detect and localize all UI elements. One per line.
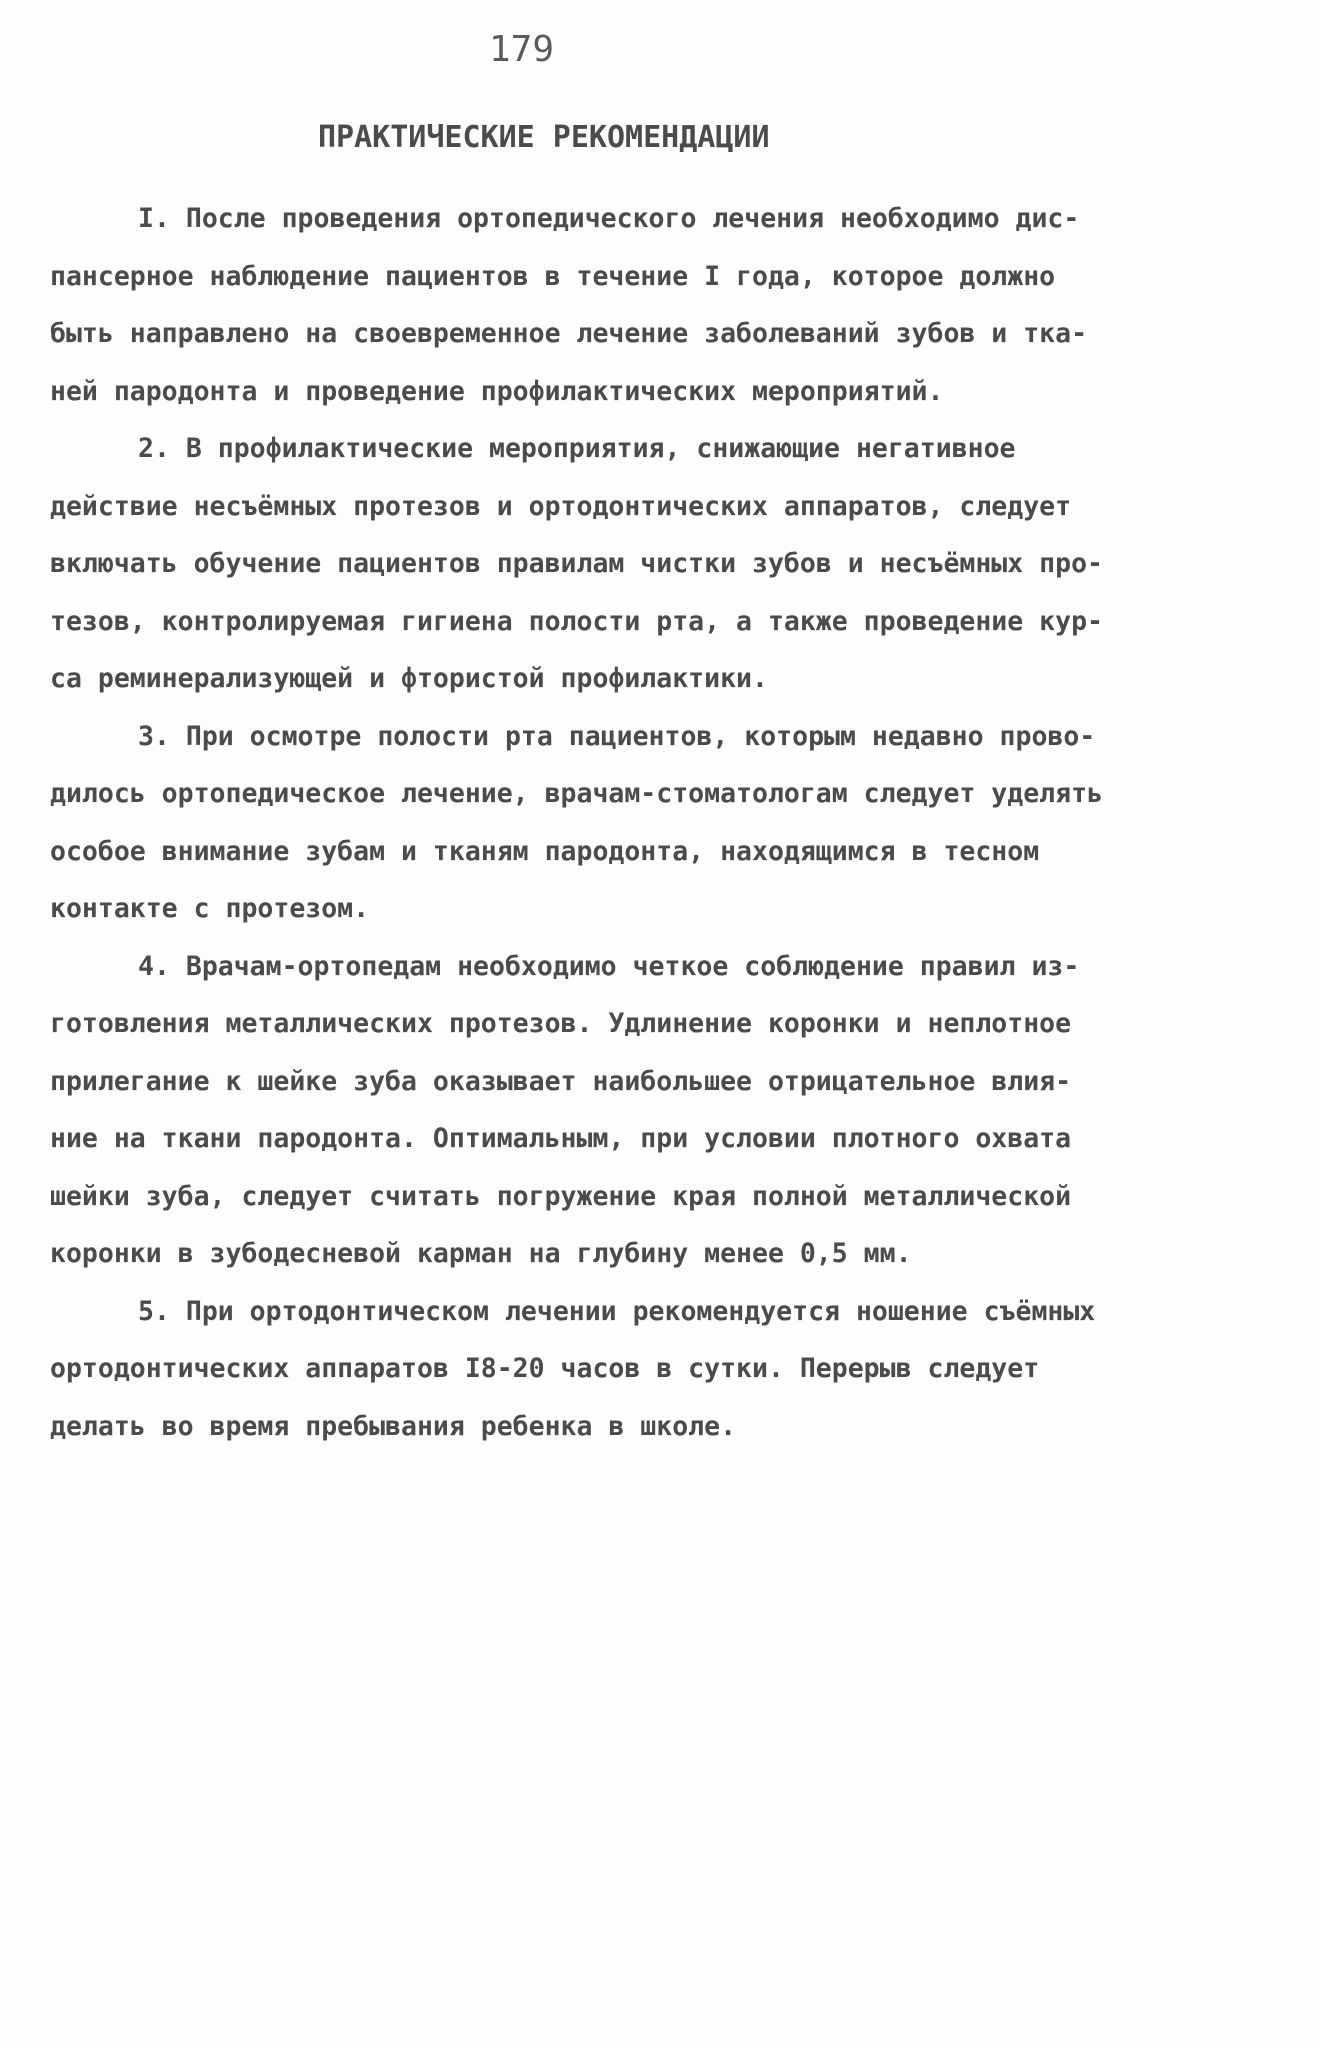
text-line: ней пародонта и проведение профилактических мероприятий.: [50, 375, 944, 407]
text-line: прилегание к шейке зуба оказывает наибольшее отрицательное влия-: [50, 1065, 1072, 1097]
recommendation-paragraph-4: [50, 938, 1260, 1283]
text-line: пансерное наблюдение пациентов в течение I года, которое должно: [50, 260, 1056, 292]
text-line: контакте с протезом.: [50, 893, 370, 924]
recommendations-body: [50, 190, 1260, 1455]
text-line: особое внимание зубам и тканям пародонта, находящимся в тесном: [50, 835, 1040, 867]
text-line: 2. В профилактические мероприятия, снижающие негативное: [138, 433, 1016, 464]
text-line: включать обучение пациентов правилам чистки зубов и несъёмных про-: [50, 548, 1103, 579]
text-line: I. После проведения ортопедического лечения необходимо дис-: [138, 203, 1080, 234]
text-line: ние на ткани пародонта. Оптимальным, при условии плотного охвата: [50, 1123, 1072, 1154]
section-heading: ПРАКТИЧЕСКИЕ РЕКОМЕНДАЦИИ: [318, 120, 770, 155]
text-line: быть направлено на своевременное лечение заболеваний зубов и тка-: [50, 318, 1088, 349]
text-line: делать во время пребывания ребенка в школе.: [50, 1410, 737, 1442]
text-line: дилось ортопедическое лечение, врачам-стоматологам следует уделять: [50, 778, 1103, 809]
recommendation-paragraph-3: [50, 708, 1260, 938]
text-line: готовления металлических протезов. Удлинение коронки и неплотное: [50, 1008, 1072, 1039]
page-number: 179: [489, 29, 555, 70]
text-line: 3. При осмотре полости рта пациентов, которым недавно прово-: [138, 720, 1096, 752]
text-line: шейки зуба, следует считать погружение края полной металлической: [50, 1180, 1072, 1212]
text-line: 4. Врачам-ортопедам необходимо четкое соблюдение правил из-: [138, 950, 1080, 982]
recommendation-paragraph-5: [50, 1283, 1260, 1456]
recommendation-paragraph-2: [50, 420, 1260, 708]
text-line: действие несъёмных протезов и ортодонтических аппаратов, следует: [50, 490, 1072, 522]
text-line: тезов, контролируемая гигиена полости рта, а также проведение кур-: [50, 605, 1103, 637]
recommendation-paragraph-1: [50, 190, 1260, 420]
text-line: ортодонтических аппаратов I8-20 часов в сутки. Перерыв следует: [50, 1353, 1040, 1384]
text-line: коронки в зубодесневой карман на глубину менее 0,5 мм.: [50, 1238, 912, 1269]
text-line: 5. При ортодонтическом лечении рекомендуется ношение съёмных: [138, 1295, 1096, 1327]
text-line: са реминерализующей и фтористой профилактики.: [50, 663, 768, 694]
